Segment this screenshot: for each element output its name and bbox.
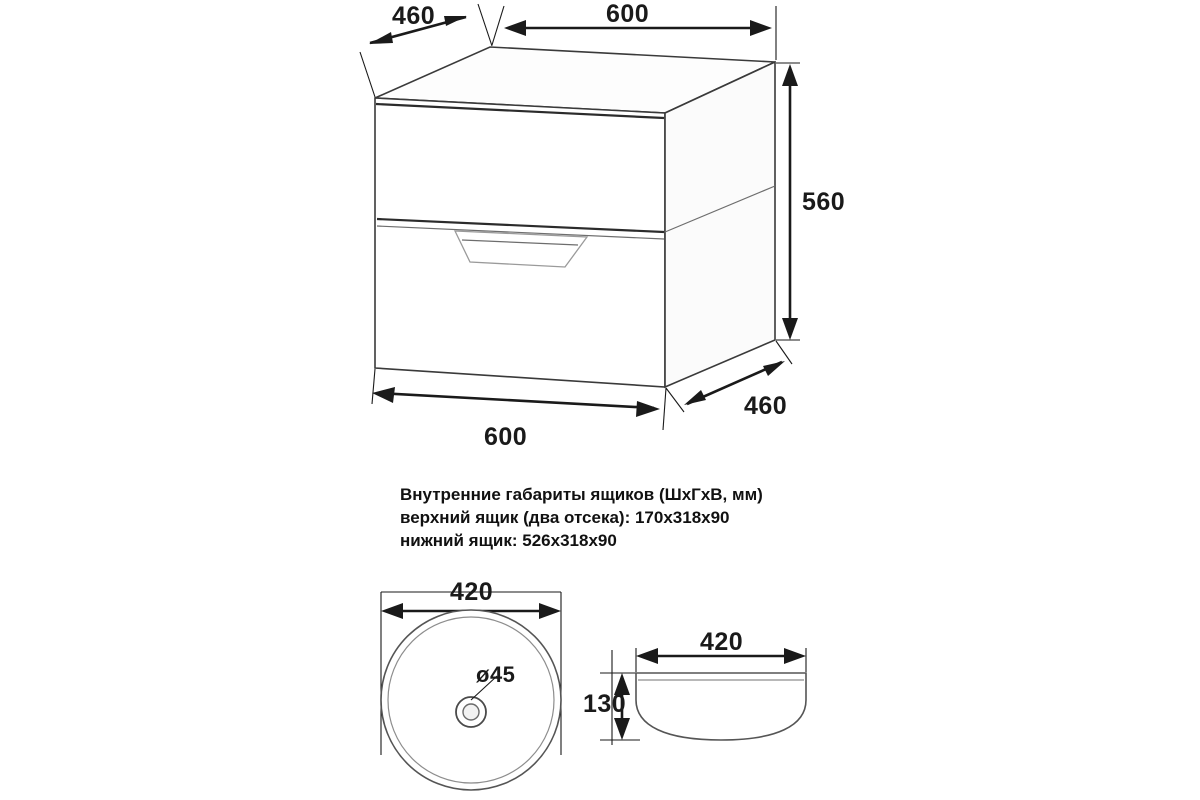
drawer-handle [455,231,587,267]
label-basin-diameter: 420 [450,578,494,606]
basin-top-view [381,592,561,790]
label-cabinet-bottom-depth: 460 [744,392,788,420]
spec-line-3: нижний ящик: 526x318x90 [400,531,617,550]
basin-side-view [600,648,806,745]
exten-bottom-600-1 [372,369,375,404]
exten-top-600-1 [492,6,504,45]
cabinet-drawing [375,47,775,387]
label-cabinet-top-depth: 460 [392,2,436,30]
arrow-560-height [782,64,798,340]
exten-top-left-1 [360,52,375,97]
drawer-specs [400,483,763,552]
label-cabinet-top-width: 600 [606,0,650,28]
label-basin-drain: ø45 [476,662,516,687]
label-cabinet-height: 560 [802,188,846,216]
arrow-600-bottom [372,387,660,417]
exten-top-left-2 [478,4,492,46]
label-basin-side-width: 420 [700,628,744,656]
exten-bottom-600-2 [663,388,666,430]
basin-drain-inner [463,704,479,720]
label-cabinet-bottom-width: 600 [484,423,528,451]
basin-side-profile [636,673,806,740]
spec-line-1: Внутренние габариты ящиков (ШхГхВ, мм) [400,485,763,504]
spec-line-2: верхний ящик (два отсека): 170x318x90 [400,508,730,527]
label-basin-side-height: 130 [583,690,627,718]
exten-bottom-right-1 [666,388,684,412]
exten-bottom-right-2 [776,341,792,364]
